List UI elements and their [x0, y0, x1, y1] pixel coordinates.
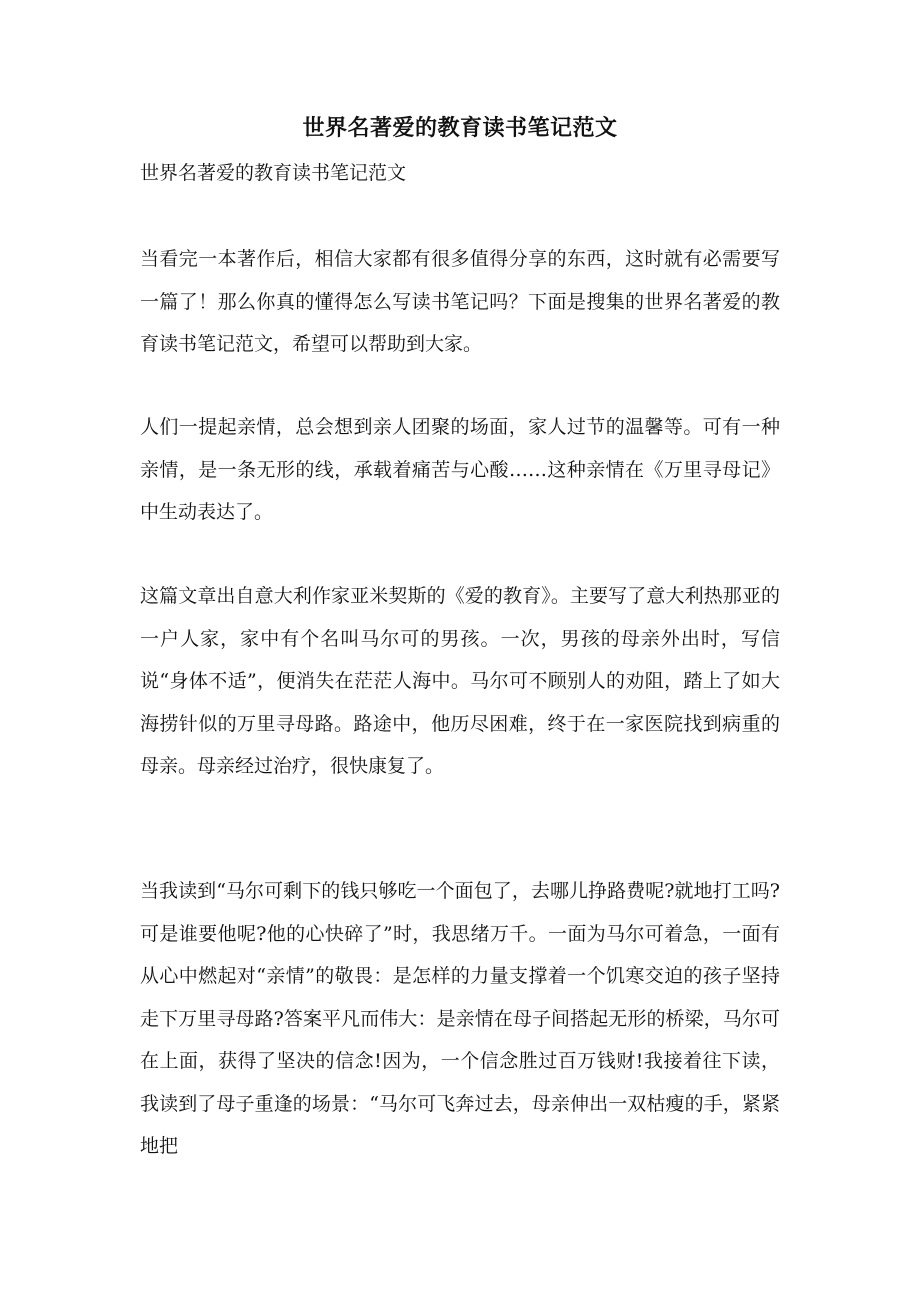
paragraph-family-love: 人们一提起亲情，总会想到亲人团聚的场面，家人过节的温馨等。可有一种亲情，是一条无形的线，承载着痛苦与心酸……这种亲情在《万里寻母记》中生动表达了。 — [140, 416, 780, 523]
document-subtitle: 世界名著爱的教育读书笔记范文 — [140, 162, 407, 184]
document-title: 世界名著爱的教育读书笔记范文 — [302, 115, 618, 141]
paragraph-story-summary: 这篇文章出自意大利作家亚米契斯的《爱的教育》。主要写了意大利热那亚的一户人家，家中有个名叫马尔可的男孩。一次，男孩的母亲外出时，写信说“身体不适”，便消失在茫茫人海中。马尔可不顾别人的劝阻，踏上了如大海捞针似的万里寻母路。路途中，他历尽困难，终于在一家医院找到病重的母亲。母亲经过治疗，很快康复了。 — [140, 585, 780, 777]
paragraph-intro: 当看完一本著作后，相信大家都有很多值得分享的东西，这时就有必需要写一篇了！那么你真的懂得怎么写读书笔记吗？下面是搜集的世界名著爱的教育读书笔记范文，希望可以帮助到大家。 — [140, 248, 780, 355]
paragraph-reflection: 当我读到“马尔可剩下的钱只够吃一个面包了，去哪儿挣路费呢?就地打工吗?可是谁要他呢?他的心快碎了”时，我思绪万千。一面为马尔可着急，一面有从心中燃起对“亲情”的敬畏：是怎样的力量支撑着一个饥寒交迫的孩子坚持走下万里寻母路?答案平凡而伟大：是亲情在母子间搭起无形的桥梁，马尔可在上面，获得了坚决的信念!因为，一个信念胜过百万钱财!我接着往下读，我读到了母子重逢的场景：“马尔可飞奔过去，母亲伸出一双枯瘦的手，紧紧地把 — [140, 880, 780, 1157]
